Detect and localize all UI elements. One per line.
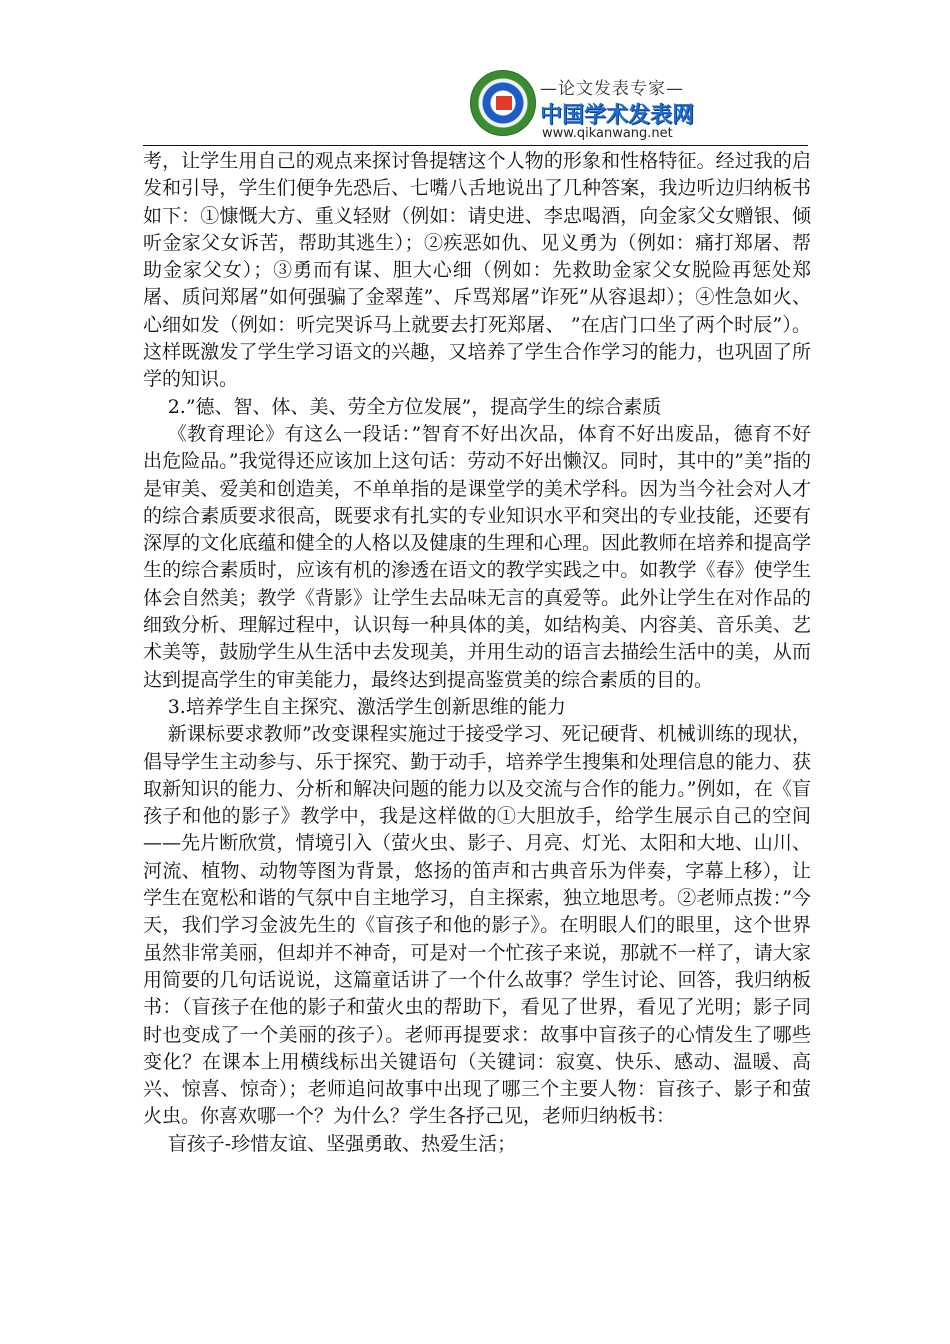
logo-emblem-icon [470, 70, 536, 136]
paragraph: 《教育理论》有这么一段话：”智育不好出次品，体育不好出废品，德育不好出危险品。”我觉得还应该加上这句话：劳动不好出懒汉。同时，其中的”美”指的是审美、爱美和创造美，不单单指的是课堂学的美术学科。因为当今社会对人才的综合素质要求很高，既要求有扎实的专业知识水平和突出的专业技能，还要有深厚的文化底蕴和健全的人格以及健康的生理和心理。因此教师在培养和提高学生的综合素质时，应该有机的渗透在语文的教学实践之中。如教学《春》使学生体会自然美；教学《背影》让学生去品味无言的真爱等。此外让学生在对作品的细致分析、理解过程中，认识每一种具体的美，如结构美、内容美、音乐美、艺术美等，鼓励学生从生活中去发现美，并用生动的语言去描绘生活中的美，从而达到提高学生的审美能力，最终达到提高鉴赏美的综合素质的目的。 [143, 422, 811, 691]
paragraph: 盲孩子-珍惜友谊、坚强勇敢、热爱生活； [167, 1132, 517, 1155]
section-heading: 2.”德、智、体、美、劳全方位发展”，提高学生的综合素质 [167, 395, 662, 418]
site-header [470, 68, 696, 144]
header-divider [143, 145, 808, 146]
header-slogan: —论文发表专家— [540, 79, 684, 99]
header-website: www.qikanwang.net [542, 126, 673, 141]
paragraph: 新课标要求教师”改变课程实施过于接受学习、死记硬背、机械训练的现状，倡导学生主动参与、乐于探究、勤于动手，培养学生搜集和处理信息的能力、获取新知识的能力、分析和解决问题的能力以及交流与合作的能力。”例如，在《盲孩子和他的影子》教学中，我是这样做的①大胆放手，给学生展示自己的空间——先片断欣赏，情境引入（萤火虫、影子、月亮、灯光、太阳和大地、山川、河流、植物、动物等图为背景，悠扬的笛声和古典音乐为伴奏，字幕上移），让学生在宽松和谐的气氛中自主地学习，自主探索，独立地思考。②老师点拨：”今天，我们学习金波先生的《盲孩子和他的影子》。在明眼人们的眼里，这个世界虽然非常美丽，但却并不神奇，可是对一个忙孩子来说，那就不一样了，请大家用简要的几句话说说，这篇童话讲了一个什么故事？学生讨论、回答，我归纳板书：（盲孩子在他的影子和萤火虫的帮助下，看见了世界，看见了光明；影子同时也变成了一个美丽的孩子）。老师再提要求：故事中盲孩子的心情发生了哪些变化？在课本上用横线标出关键语句（关键词：寂寞、快乐、感动、温暖、高兴、惊喜、惊奇）；老师追问故事中出现了哪三个主要人物：盲孩子、影子和萤火虫。你喜欢哪一个？为什么？学生各抒己见，老师归纳板书： [143, 723, 811, 1128]
document-body [143, 148, 811, 1158]
header-brand: 中国学术发表网 [540, 103, 695, 128]
book-icon [495, 95, 513, 111]
section-heading: 3.培养学生自主探究、激活学生创新思维的能力 [167, 695, 566, 718]
paragraph: 考，让学生用自己的观点来探讨鲁提辖这个人物的形象和性格特征。经过我的启发和引导，学生们便争先恐后、七嘴八舌地说出了几种答案，我边听边归纳板书如下：①慷慨大方、重义轻财（例如：请史进、李忠喝酒，向金家父女赠银、倾听金家父女诉苦，帮助其逃生）；②疾恶如仇、见义勇为（例如：痛打郑屠、帮助金家父女）；③勇而有谋、胆大心细（例如：先救助金家父女脱险再惩处郑屠、质问郑屠”如何强骗了金翠莲”、斥骂郑屠”诈死”从容退却）；④性急如火、心细如发（例如：听完哭诉马上就要去打死郑屠、 ”在店门口坐了两个时辰”）。这样既激发了学生学习语文的兴趣，又培养了学生合作学习的能力，也巩固了所学的知识。 [143, 150, 811, 391]
